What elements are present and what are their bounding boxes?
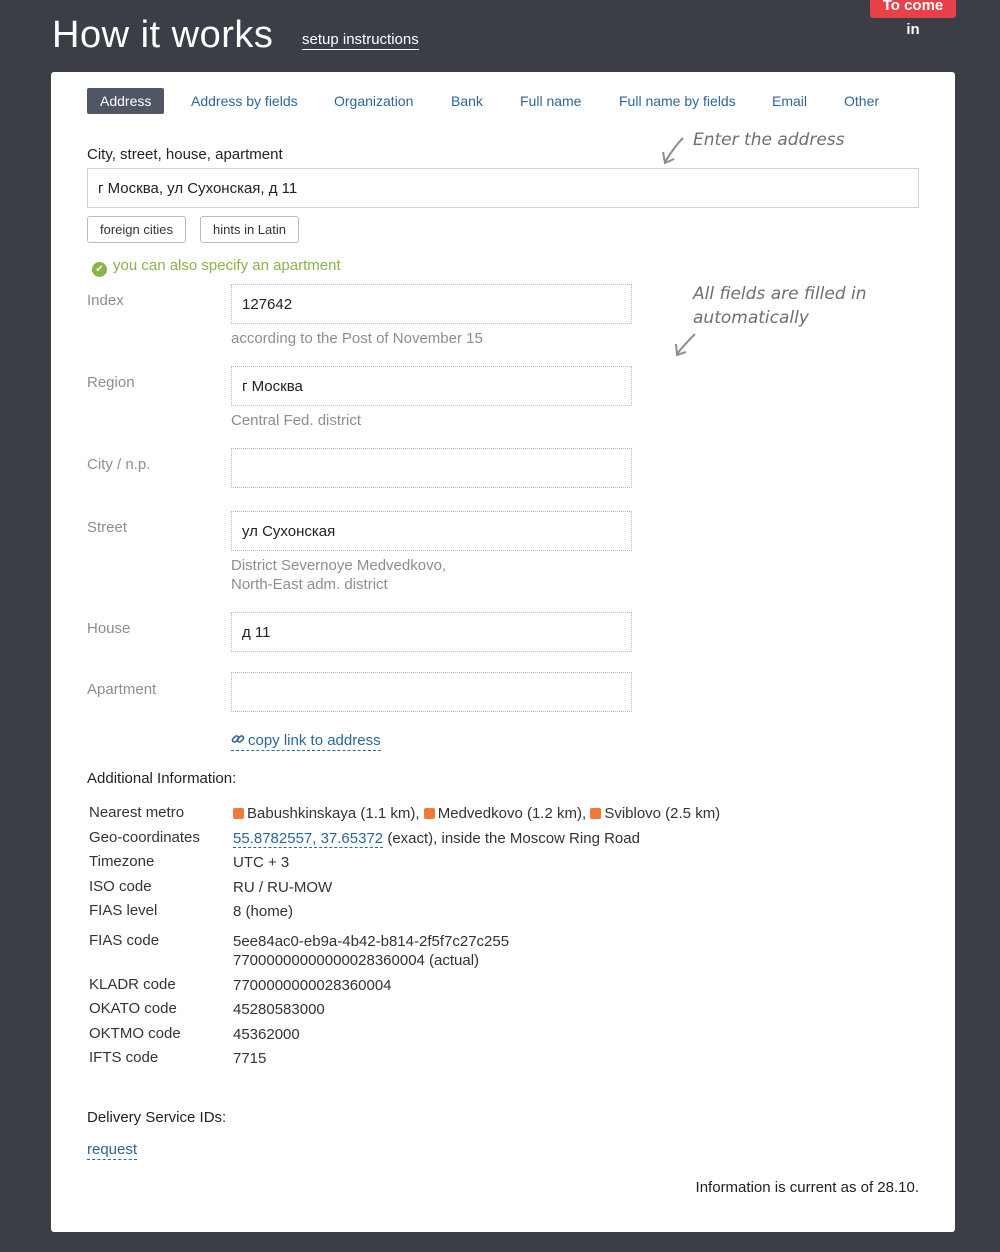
metro-line-icon xyxy=(424,808,435,819)
tab-bank[interactable]: Bank xyxy=(451,93,483,109)
tab-address[interactable]: Address xyxy=(87,88,164,114)
geo-suffix: (exact), inside the Moscow Ring Road xyxy=(383,830,640,847)
timezone-value: UTC + 3 xyxy=(233,854,290,871)
apartment-note xyxy=(92,257,341,277)
metro-station: Babushkinskaya (1.1 km), xyxy=(247,805,420,822)
request-link[interactable]: request xyxy=(87,1141,138,1158)
geo-label: Geo-coordinates xyxy=(89,829,200,846)
house-label: House xyxy=(87,620,131,637)
ifts-label: IFTS code xyxy=(89,1049,159,1066)
copy-link-text: copy link to address xyxy=(248,732,381,749)
region-note: Central Fed. district xyxy=(231,412,362,429)
kladr-label: KLADR code xyxy=(89,976,176,993)
tab-full-name-by-fields[interactable]: Full name by fields xyxy=(619,93,736,109)
street-note xyxy=(231,556,446,594)
city-input[interactable] xyxy=(231,448,632,488)
street-note-line2: North-East adm. district xyxy=(231,576,388,593)
setup-instructions-link[interactable]: setup instructions xyxy=(302,31,419,48)
metro-line-icon xyxy=(233,808,244,819)
copy-link-button[interactable] xyxy=(231,732,381,751)
street-note-line1: District Severnoye Medvedkovo, xyxy=(231,557,447,574)
house-input[interactable] xyxy=(231,612,632,652)
delivery-ids-title: Delivery Service IDs: xyxy=(87,1109,227,1126)
additional-info-title: Additional Information: xyxy=(87,770,237,787)
fias-level-label: FIAS level xyxy=(89,902,158,919)
enter-address-hint: Enter the address xyxy=(693,130,845,150)
iso-value: RU / RU-MOW xyxy=(233,879,333,896)
autofill-hint-line2: automatically xyxy=(693,308,809,328)
foreign-cities-button[interactable]: foreign cities xyxy=(87,216,186,243)
metro-value xyxy=(233,804,720,823)
fias-code-line1: 5ee84ac0-eb9a-4b42-b814-2f5f7c27c255 xyxy=(233,933,510,950)
hints-in-latin-button[interactable]: hints in Latin xyxy=(200,216,299,243)
okato-label: OKATO code xyxy=(89,1000,177,1017)
apartment-note-text: you can also specify an apartment xyxy=(113,257,341,274)
city-label: City / n.p. xyxy=(87,456,151,473)
metro-line-icon xyxy=(590,808,601,819)
index-input[interactable] xyxy=(231,284,632,324)
iso-label: ISO code xyxy=(89,878,152,895)
tab-other[interactable]: Other xyxy=(844,93,880,109)
metro-label: Nearest metro xyxy=(89,804,185,821)
curved-arrow-icon xyxy=(657,134,687,168)
autofill-hint-line1: All fields are filled in xyxy=(693,284,867,304)
okato-value: 45280583000 xyxy=(233,1001,325,1018)
tab-full-name[interactable]: Full name xyxy=(520,93,582,109)
autofill-hint xyxy=(693,282,867,330)
region-input[interactable] xyxy=(231,366,632,406)
oktmo-value: 45362000 xyxy=(233,1026,300,1043)
fias-code-label: FIAS code xyxy=(89,932,160,949)
index-label: Index xyxy=(87,292,124,309)
metro-station: Medvedkovo (1.2 km), xyxy=(437,805,587,822)
timezone-label: Timezone xyxy=(89,853,155,870)
apartment-label: Apartment xyxy=(87,681,157,698)
oktmo-label: OKTMO code xyxy=(89,1025,181,1042)
street-label: Street xyxy=(87,519,128,536)
demo-card xyxy=(51,72,955,1232)
metro-station: Sviblovo (2.5 km) xyxy=(604,805,721,822)
login-button[interactable]: To come in xyxy=(870,0,956,18)
tab-address-by-fields[interactable]: Address by fields xyxy=(191,93,298,109)
curved-arrow-icon xyxy=(671,330,701,360)
address-label: City, street, house, apartment xyxy=(87,146,283,163)
fias-level-value: 8 (home) xyxy=(233,903,294,920)
updated-note: Information is current as of 28.10. xyxy=(695,1179,919,1196)
street-input[interactable] xyxy=(231,511,632,551)
geo-coordinates-link[interactable]: 55.8782557, 37.65372 xyxy=(233,830,384,847)
link-icon xyxy=(231,732,245,746)
apartment-input[interactable] xyxy=(231,672,632,712)
tab-organization[interactable]: Organization xyxy=(334,93,414,109)
ifts-value: 7715 xyxy=(233,1050,267,1067)
region-label: Region xyxy=(87,374,135,391)
kladr-value: 7700000000028360004 xyxy=(233,977,392,994)
fias-code-line2: 77000000000000028360004 (actual) xyxy=(233,952,480,969)
fias-code-value xyxy=(233,932,509,970)
page-title: How it works xyxy=(52,14,274,56)
tab-email[interactable]: Email xyxy=(772,93,808,109)
check-circle-icon: ✔ xyxy=(92,262,107,277)
index-note: according to the Post of November 15 xyxy=(231,330,483,347)
geo-value xyxy=(233,829,640,848)
address-input[interactable] xyxy=(87,168,919,208)
